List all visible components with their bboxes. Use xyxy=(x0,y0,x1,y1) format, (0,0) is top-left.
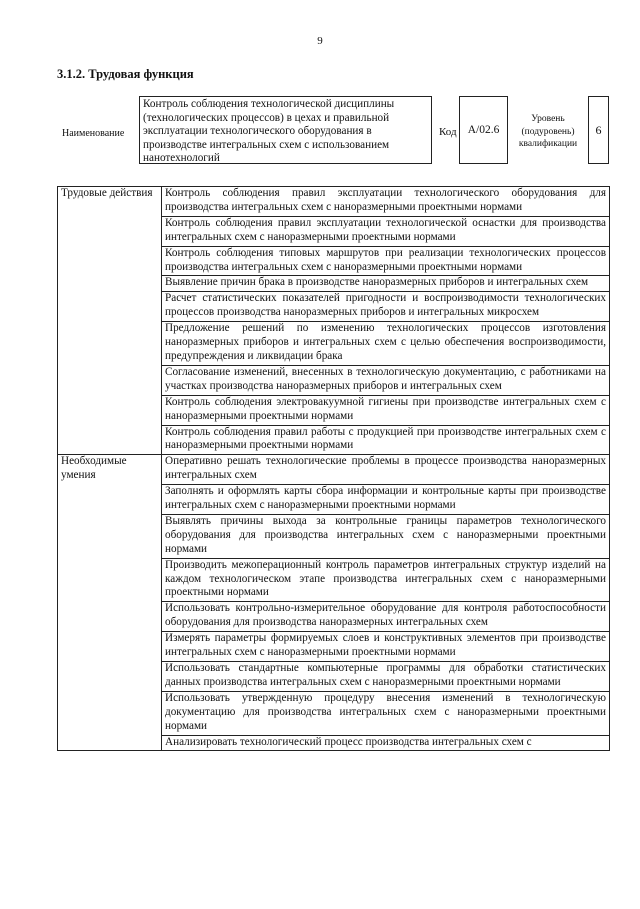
row-item: Контроль соблюдения типовых маршрутов при реализации технологических процессов производства интегральных схем с наноразмерными проектными нормами xyxy=(162,246,610,276)
row-item: Анализировать технологический процесс производства интегральных схем с xyxy=(162,735,610,751)
row-item: Согласование изменений, внесенных в технологическую документацию, с работниками на участках производства наноразмерных приборов и интегральных схем xyxy=(162,365,610,395)
code-value: A/02.6 xyxy=(459,96,508,164)
table-row xyxy=(58,187,610,217)
row-item: Использовать утвержденную процедуру внесения изменений в технологическую документацию для производства интегральных схем с наноразмерными проектными нормами xyxy=(162,691,610,735)
row-item: Измерять параметры формируемых слоев и конструктивных элементов при производстве интегральных схем с наноразмерными проектными нормами xyxy=(162,632,610,662)
row-item: Заполнять и оформлять карты сбора информации и контрольные карты при производстве интегральных схем с наноразмерными проектными нормами xyxy=(162,485,610,515)
name-label: Наименование xyxy=(62,128,125,139)
level-value: 6 xyxy=(588,96,609,164)
row-item: Контроль соблюдения правил эксплуатации технологической оснастки для производства интегральных схем с наноразмерными проектными нормами xyxy=(162,216,610,246)
function-table xyxy=(57,186,610,751)
row-item: Использовать стандартные компьютерные программы для обработки статистических данных производства интегральных схем с наноразмерными проектными нормами xyxy=(162,662,610,692)
row-item: Выявлять причины выхода за контрольные границы параметров технологического оборудования для производства интегральных схем с наноразмерными проектными нормами xyxy=(162,514,610,558)
row-item: Расчет статистических показателей пригодности и воспроизводимости технологических процессов производства наноразмерных приборов и интегральных микросхем xyxy=(162,292,610,322)
table-row xyxy=(58,455,610,485)
row-item: Использовать контрольно-измерительное оборудование для контроля работоспособности оборудования для производства наноразмерных интегральных схем xyxy=(162,602,610,632)
section-title: 3.1.2. Трудовая функция xyxy=(57,67,194,81)
row-category: Трудовые действия xyxy=(58,187,162,455)
row-item: Предложение решений по изменению технологических процессов изготовления наноразмерных приборов и интегральных схем с целью обеспечения воспроизводимости, предупреждения и ликвидации брака xyxy=(162,322,610,366)
function-name: Контроль соблюдения технологической дисциплины (технологических процессов) в цехах и правильной эксплуатации технологического оборудования в производстве интегральных схем с использованием нанотехнологий xyxy=(139,96,432,164)
row-item: Контроль соблюдения правил эксплуатации технологического оборудования для производства интегральных схем с наноразмерными проектными нормами xyxy=(162,187,610,217)
row-category: Необходимые умения xyxy=(58,455,162,751)
row-item: Оперативно решать технологические проблемы в процессе производства наноразмерных интегральных схем xyxy=(162,455,610,485)
row-item: Выявление причин брака в производстве наноразмерных приборов и интегральных схем xyxy=(162,276,610,292)
level-label: Уровень (подуровень) квалификации xyxy=(518,114,578,149)
page-number: 9 xyxy=(317,35,323,47)
row-item: Контроль соблюдения электровакуумной гигиены при производстве интегральных схем с наноразмерными проектными нормами xyxy=(162,395,610,425)
row-item: Производить межоперационный контроль параметров интегральных структур изделий на каждом технологическом этапе производства интегральных схем с наноразмерными проектными нормами xyxy=(162,558,610,602)
row-item: Контроль соблюдения правил работы с продукцией при производстве интегральных схем с наноразмерными проектными нормами xyxy=(162,425,610,455)
code-label: Код xyxy=(439,126,457,138)
